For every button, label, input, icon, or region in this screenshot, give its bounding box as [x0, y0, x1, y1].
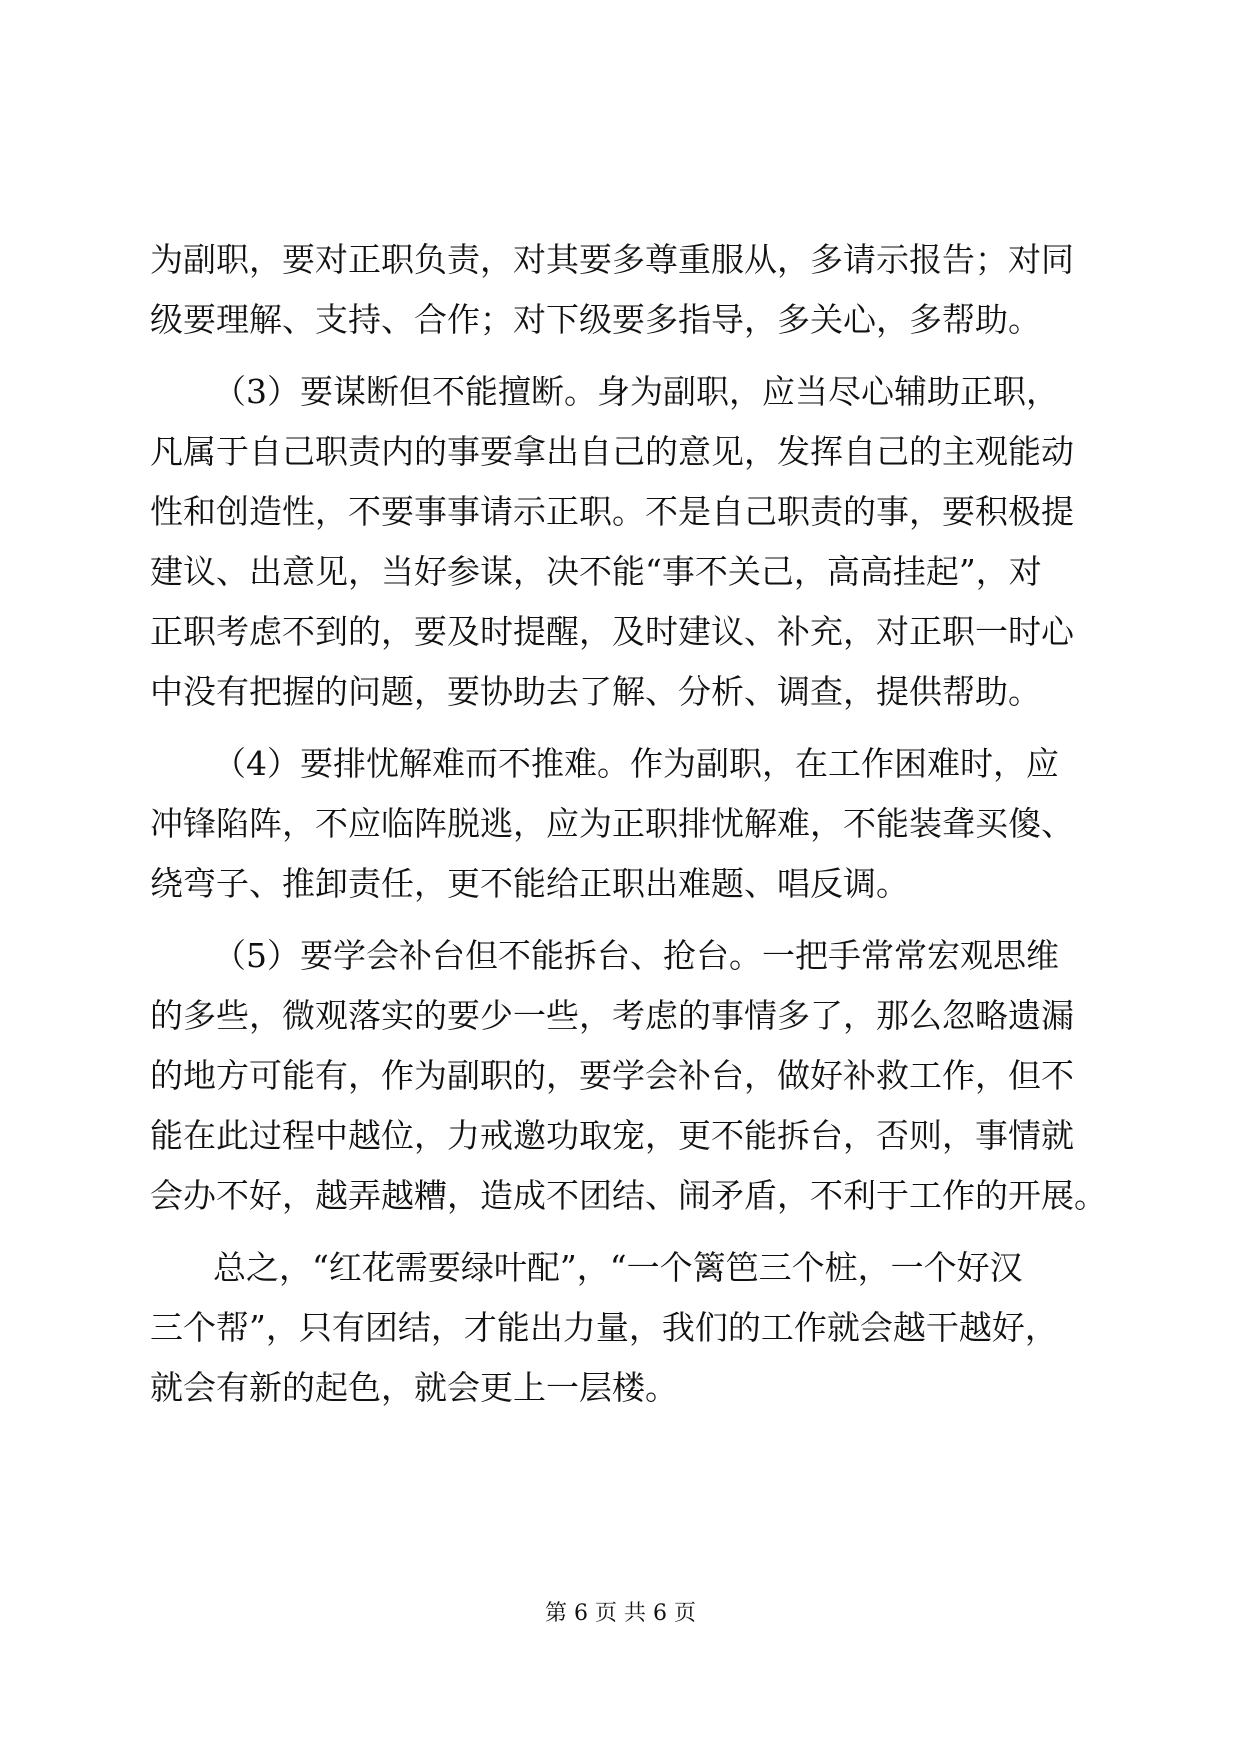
- body-text-line: 会办不好，越弄越糟，造成不团结、闹矛盾，不利于工作的开展。: [150, 1176, 1107, 1215]
- body-text-line: 三个帮”，只有团结，才能出力量，我们的工作就会越干越好，: [150, 1308, 1058, 1347]
- body-text-line: 中没有把握的问题，要协助去了解、分析、调查，提供帮助。: [150, 672, 1041, 711]
- body-text-line: 建议、出意见，当好参谋，决不能“事不关己，高高挂起”，对: [150, 552, 1042, 591]
- body-text-line: 能在此过程中越位，力戒邀功取宠，更不能拆台，否则，事情就: [150, 1116, 1074, 1155]
- body-text-line: 凡属于自己职责内的事要拿出自己的意见，发挥自己的主观能动: [150, 432, 1074, 471]
- body-text-line: （4）要排忧解难而不推难。作为副职，在工作困难时，应: [213, 744, 1059, 783]
- body-text-line: 绕弯子、推卸责任，更不能给正职出难题、唱反调。: [150, 864, 909, 903]
- body-text-line: 为副职，要对正职负责，对其要多尊重服从，多请示报告；对同: [150, 240, 1074, 279]
- page-number-footer: 第 6 页 共 6 页: [545, 1601, 696, 1626]
- body-text-line: 级要理解、支持、合作；对下级要多指导，多关心，多帮助。: [150, 300, 1041, 339]
- body-text-line: 的多些，微观落实的要少一些，考虑的事情多了，那么忽略遗漏: [150, 996, 1074, 1035]
- body-text-line: 就会有新的起色，就会更上一层楼。: [150, 1368, 678, 1407]
- body-text-line: 的地方可能有，作为副职的，要学会补台，做好补救工作，但不: [150, 1056, 1074, 1095]
- body-text-line: （3）要谋断但不能擅断。身为副职，应当尽心辅助正职，: [213, 372, 1059, 411]
- body-text-line: 性和创造性，不要事事请示正职。不是自己职责的事，要积极提: [150, 492, 1074, 531]
- body-text-line: 冲锋陷阵，不应临阵脱逃，应为正职排忧解难，不能装聋买傻、: [150, 804, 1074, 843]
- body-text-line: 正职考虑不到的，要及时提醒，及时建议、补充，对正职一时心: [150, 612, 1074, 651]
- body-text-line: 总之，“红花需要绿叶配”，“一个篱笆三个桩，一个好汉: [213, 1248, 1023, 1287]
- body-text-line: （5）要学会补台但不能拆台、抢台。一把手常常宏观思维: [213, 936, 1059, 975]
